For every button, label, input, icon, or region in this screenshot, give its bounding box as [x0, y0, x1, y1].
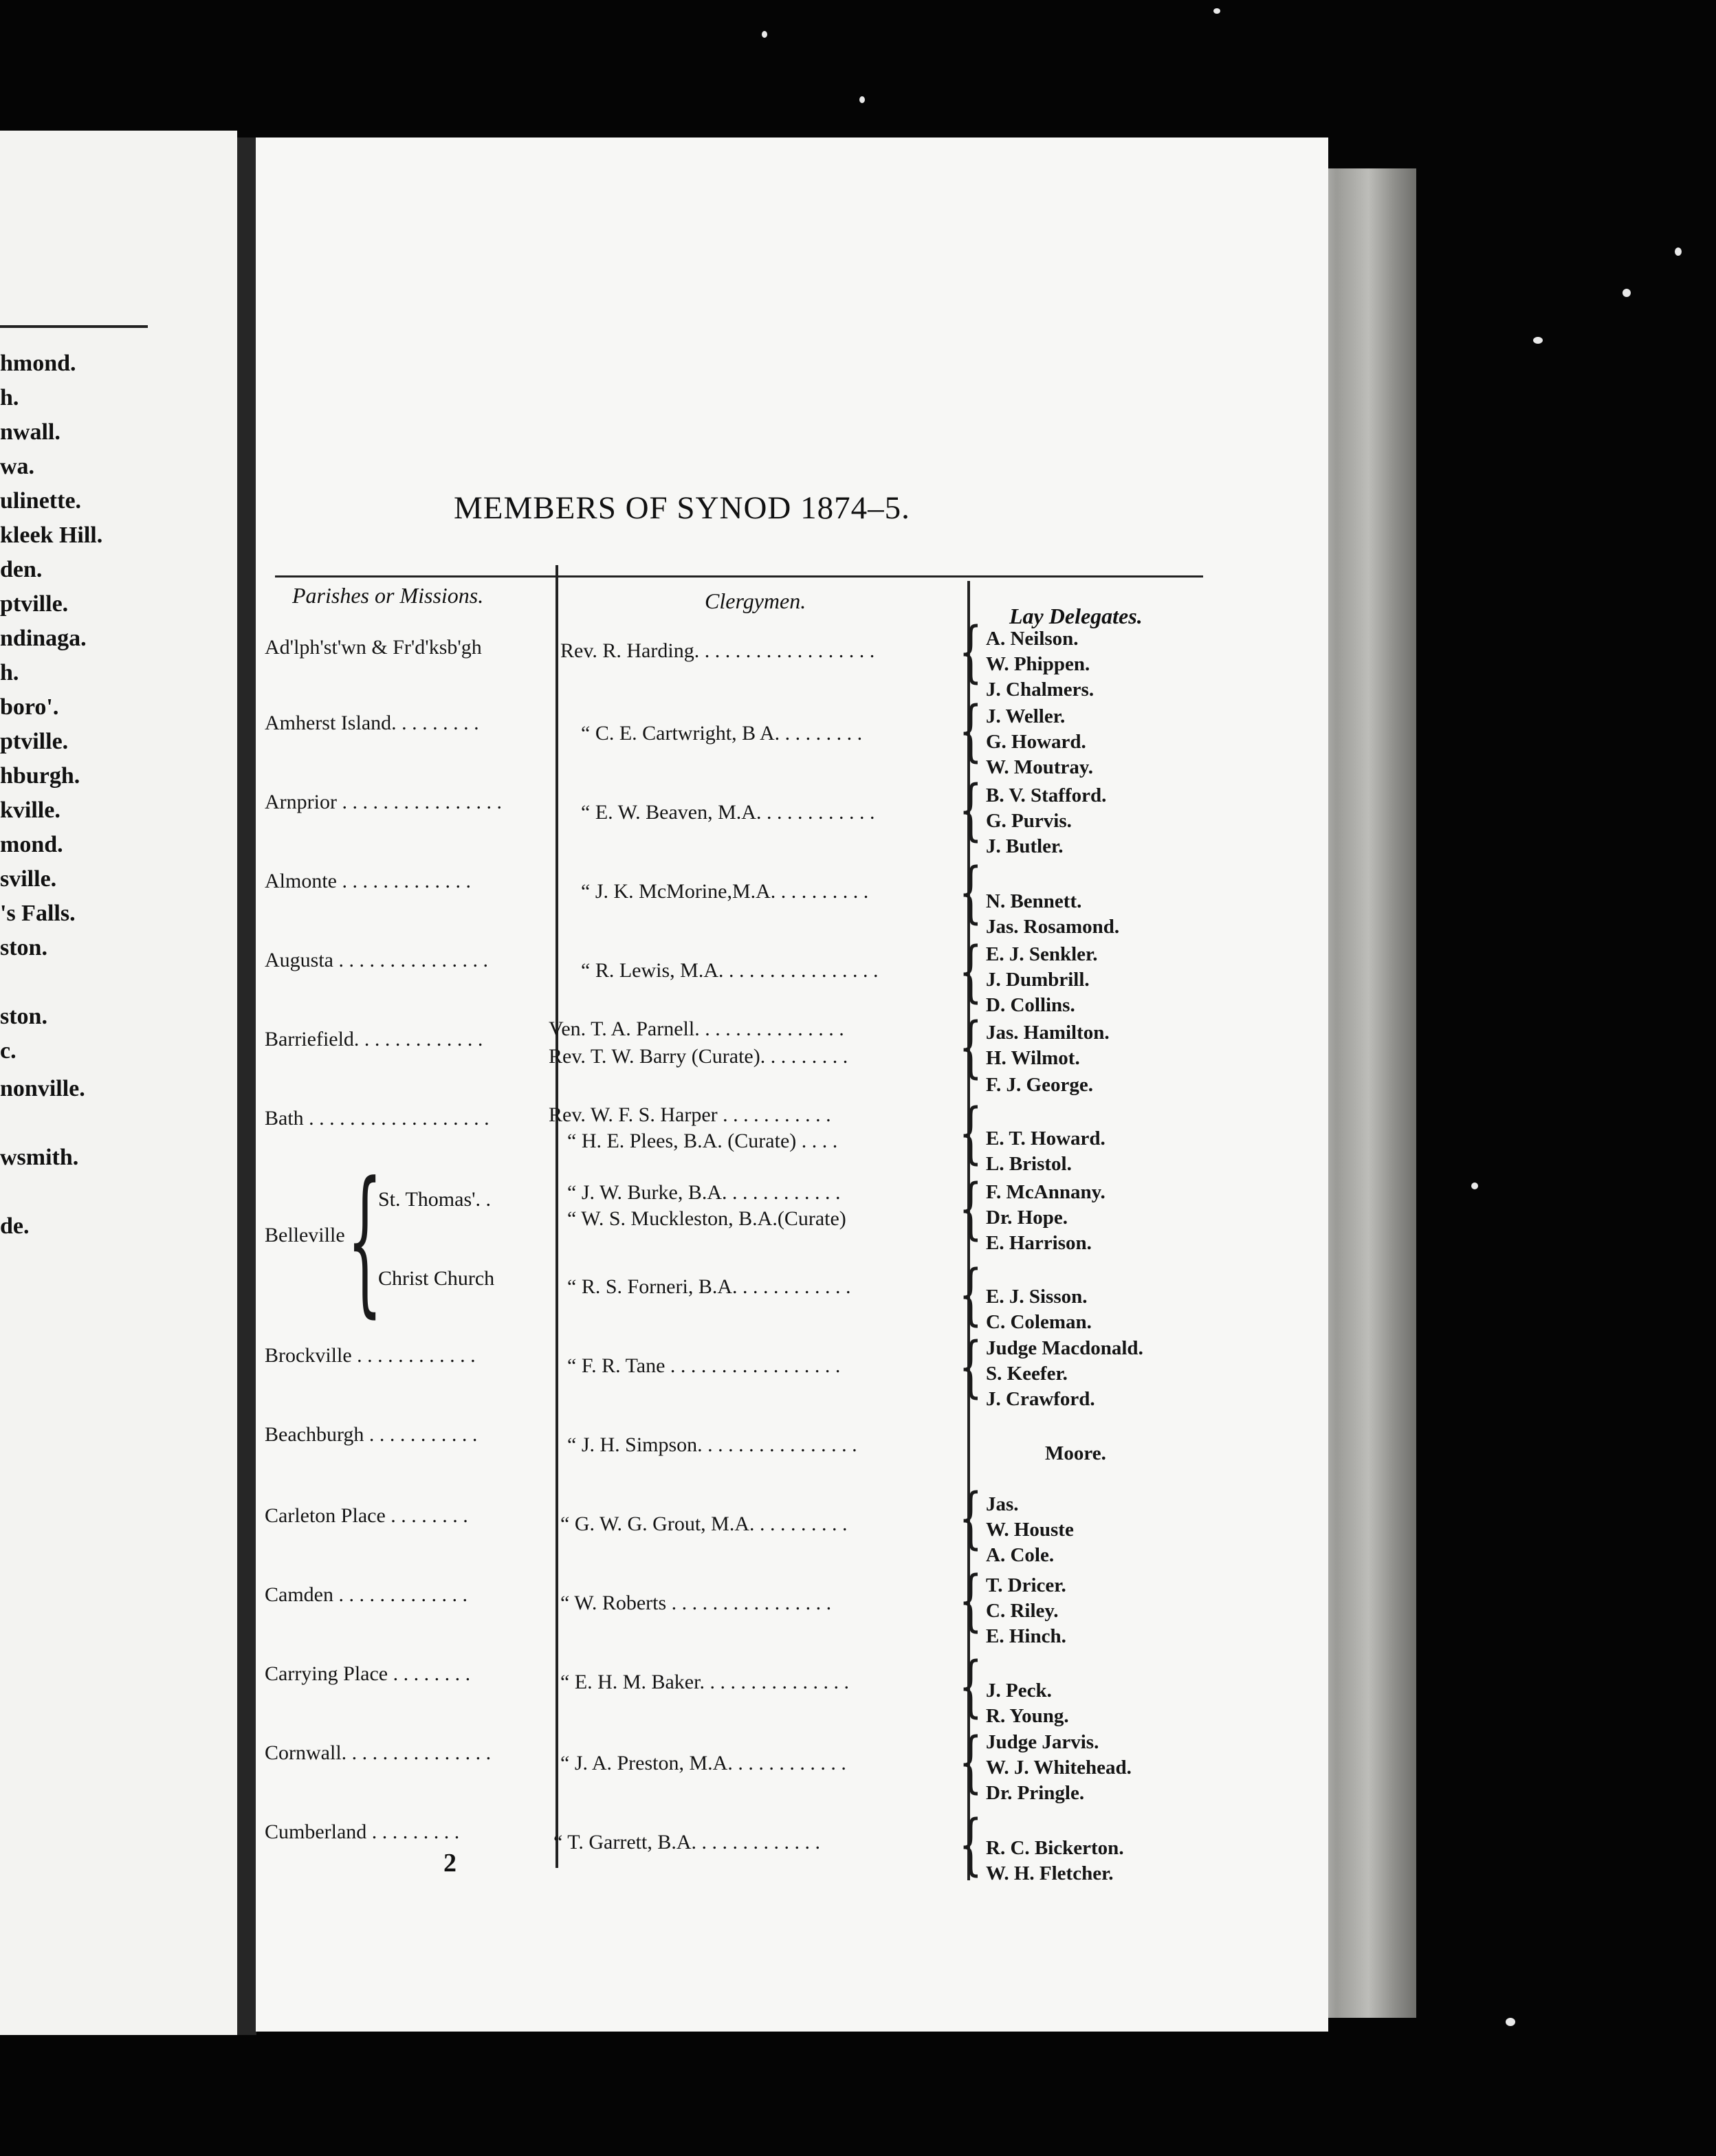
previous-page-line: ston.: [0, 1004, 47, 1029]
dust-speck: [1533, 337, 1543, 344]
brace: {: [959, 1094, 982, 1172]
lay-delegate: E. Hinch.: [986, 1625, 1066, 1647]
lay-delegate: W. Phippen.: [986, 653, 1090, 675]
previous-page-line: sville.: [0, 866, 57, 892]
lay-delegate: Jas.: [986, 1493, 1019, 1515]
previous-page-line: h.: [0, 660, 19, 685]
parish-name: Amherst Island. . . . . . . . .: [265, 712, 479, 734]
previous-page-line: hburgh.: [0, 763, 80, 789]
lay-delegate: W. J. Whitehead.: [986, 1757, 1132, 1779]
parish-name: Almonte . . . . . . . . . . . . .: [265, 870, 471, 892]
previous-page-line: nwall.: [0, 419, 60, 445]
dust-speck: [859, 96, 865, 103]
lay-delegate: E. J. Sisson.: [986, 1286, 1088, 1308]
parish-name: Augusta . . . . . . . . . . . . . . .: [265, 949, 488, 971]
clergy-name: “ T. Garrett, B.A. . . . . . . . . . . . .: [553, 1831, 820, 1854]
lay-delegate: G. Howard.: [986, 731, 1086, 753]
lay-delegate: Jas. Rosamond.: [986, 916, 1120, 938]
lay-delegate: S. Keefer.: [986, 1363, 1068, 1385]
brace: {: [959, 1480, 982, 1556]
parish-name: Bath . . . . . . . . . . . . . . . . . .: [265, 1107, 490, 1130]
parish-name: Carleton Place . . . . . . . .: [265, 1504, 468, 1527]
lay-delegate: J. Weller.: [986, 705, 1066, 727]
clergy-name: “ E. H. M. Baker. . . . . . . . . . . . . . .: [560, 1671, 849, 1693]
parish-name: Cornwall. . . . . . . . . . . . . . .: [265, 1741, 492, 1764]
previous-page-line: ston.: [0, 935, 47, 960]
clergy-name: “ J. K. McMorine,M.A. . . . . . . . . .: [581, 880, 869, 903]
lay-delegate: A. Cole.: [986, 1544, 1055, 1566]
belleville-brace: {: [347, 1149, 383, 1332]
lay-delegate: Dr. Hope.: [986, 1207, 1068, 1229]
header-lay-delegates: Lay Delegates.: [1009, 604, 1143, 628]
parish-name: Ad'lph'st'wn & Fr'd'ksb'gh: [265, 636, 482, 659]
clergy-name: “ E. W. Beaven, M.A. . . . . . . . . . . .: [581, 801, 875, 824]
previous-page-line: hmond.: [0, 351, 76, 376]
brace: {: [959, 692, 982, 769]
parish-name: Beachburgh . . . . . . . . . . .: [265, 1423, 478, 1446]
previous-page-line: den.: [0, 557, 43, 582]
dust-speck: [762, 31, 767, 38]
lay-delegate: F. McAnnany.: [986, 1181, 1106, 1203]
previous-page-rule: [0, 325, 148, 328]
title-rule: [275, 575, 1203, 578]
lay-delegate: W. H. Fletcher.: [986, 1862, 1114, 1884]
previous-page-line: 's Falls.: [0, 901, 76, 926]
brace: {: [959, 933, 982, 1010]
lay-delegate: W. Houste: [986, 1519, 1074, 1541]
parish-name: Arnprior . . . . . . . . . . . . . . . .: [265, 791, 502, 813]
previous-page-line: ptville.: [0, 729, 69, 754]
lay-delegate: Dr. Pringle.: [986, 1782, 1085, 1804]
clergy-name: Ven. T. A. Parnell. . . . . . . . . . . . . . .: [549, 1018, 844, 1040]
clergy-name: “ W. Roberts . . . . . . . . . . . . . . . .: [560, 1592, 832, 1614]
brace: {: [959, 771, 982, 848]
clergy-name: “ G. W. G. Grout, M.A. . . . . . . . . .: [560, 1512, 848, 1535]
lay-delegate: C. Riley.: [986, 1600, 1059, 1622]
dust-speck: [1675, 248, 1682, 256]
brace: {: [959, 613, 982, 690]
header-parishes: Parishes or Missions.: [292, 583, 484, 608]
lay-delegate: Judge Macdonald.: [986, 1337, 1143, 1359]
previous-page-line: ptville.: [0, 591, 69, 617]
lay-delegate: T. Dricer.: [986, 1574, 1066, 1596]
previous-page-line: wsmith.: [0, 1145, 79, 1170]
previous-page-line: c.: [0, 1038, 16, 1064]
lay-delegate: Moore.: [1045, 1442, 1106, 1464]
lay-delegate: J. Crawford.: [986, 1388, 1095, 1410]
lay-delegate: H. Wilmot.: [986, 1047, 1080, 1069]
previous-page-line: wa.: [0, 454, 35, 479]
clergy-name: “ H. E. Plees, B.A. (Curate) . . . .: [567, 1130, 838, 1152]
parish-name: Camden . . . . . . . . . . . . .: [265, 1583, 468, 1606]
previous-page-line: h.: [0, 385, 19, 410]
previous-page-line: boro'.: [0, 694, 59, 720]
previous-page-fragment: [0, 131, 237, 2035]
lay-delegate: E. T. Howard.: [986, 1128, 1106, 1150]
clergy-name: “ J. H. Simpson. . . . . . . . . . . . . . . .: [567, 1433, 857, 1456]
brace: {: [959, 1562, 982, 1639]
lay-delegate: E. Harrison.: [986, 1232, 1092, 1254]
lay-delegate: D. Collins.: [986, 994, 1075, 1016]
header-clergymen: Clergymen.: [705, 588, 806, 613]
lay-delegate: Judge Jarvis.: [986, 1731, 1099, 1753]
parish-name: Cumberland . . . . . . . . .: [265, 1820, 460, 1843]
page-title: MEMBERS OF SYNOD 1874–5.: [454, 490, 910, 526]
dust-speck: [1622, 289, 1631, 297]
lay-delegate: N. Bennett.: [986, 890, 1082, 912]
brace: {: [959, 1009, 982, 1086]
parish-name: Brockville . . . . . . . . . . . .: [265, 1344, 476, 1367]
clergy-name: “ R. S. Forneri, B.A. . . . . . . . . . . .: [567, 1275, 851, 1298]
clergy-name: Rev. T. W. Barry (Curate). . . . . . . . .: [549, 1045, 848, 1068]
brace: {: [959, 1256, 982, 1333]
clergy-name: Rev. W. F. S. Harper . . . . . . . . . . .: [549, 1103, 831, 1126]
clergy-name: “ R. Lewis, M.A. . . . . . . . . . . . . . . .: [581, 959, 879, 982]
lay-delegate: J. Peck.: [986, 1680, 1052, 1702]
lay-delegate: L. Bristol.: [986, 1153, 1072, 1175]
previous-page-line: mond.: [0, 832, 63, 857]
book-gutter: [237, 138, 256, 2035]
brace: {: [959, 854, 982, 931]
clergy-name: “ J. A. Preston, M.A. . . . . . . . . . . .: [560, 1752, 846, 1774]
column-rule-left: [556, 565, 558, 1868]
lay-delegate: F. J. George.: [986, 1074, 1093, 1096]
brace: {: [959, 1170, 982, 1247]
lay-delegate: W. Moutray.: [986, 756, 1094, 778]
brace: {: [959, 1328, 982, 1405]
dust-speck: [1506, 2018, 1515, 2026]
previous-page-line: nonville.: [0, 1076, 85, 1101]
page-number: 2: [443, 1849, 456, 1878]
lay-delegate: B. V. Stafford.: [986, 784, 1107, 806]
clergy-name: “ C. E. Cartwright, B A. . . . . . . . .: [581, 722, 863, 745]
previous-page-line: de.: [0, 1213, 30, 1239]
previous-page-line: kleek Hill.: [0, 522, 103, 548]
lay-delegate: G. Purvis.: [986, 810, 1072, 832]
lay-delegate: J. Chalmers.: [986, 679, 1094, 701]
parish-name: Carrying Place . . . . . . . .: [265, 1662, 471, 1685]
lay-delegate: C. Coleman.: [986, 1311, 1092, 1333]
brace: {: [959, 1648, 982, 1725]
parish-name: Barriefield. . . . . . . . . . . . .: [265, 1028, 483, 1050]
brace: {: [959, 1806, 982, 1883]
lay-delegate: Jas. Hamilton.: [986, 1022, 1110, 1044]
parish-name: Christ Church: [378, 1267, 495, 1290]
lay-delegate: R. Young.: [986, 1705, 1069, 1727]
clergy-name: Rev. R. Harding. . . . . . . . . . . . . . . . . .: [560, 639, 875, 662]
lay-delegate: R. C. Bickerton.: [986, 1837, 1124, 1859]
brace: {: [959, 1724, 982, 1801]
lay-delegate: A. Neilson.: [986, 628, 1079, 650]
clergy-name: “ J. W. Burke, B.A. . . . . . . . . . . .: [567, 1181, 841, 1204]
dust-speck: [1213, 8, 1220, 14]
lay-delegate: J. Dumbrill.: [986, 969, 1090, 991]
previous-page-line: ulinette.: [0, 488, 82, 514]
clergy-name: “ W. S. Muckleston, B.A.(Curate): [567, 1207, 846, 1230]
previous-page-line: ndinaga.: [0, 626, 87, 651]
parish-name: St. Thomas'. .: [378, 1188, 492, 1211]
clergy-name: “ F. R. Tane . . . . . . . . . . . . . . . . .: [567, 1354, 841, 1377]
lay-delegate: E. J. Senkler.: [986, 943, 1098, 965]
parish-group-name: Belleville: [265, 1224, 345, 1246]
lay-delegate: J. Butler.: [986, 835, 1064, 857]
dust-speck: [1471, 1182, 1478, 1189]
previous-page-line: kville.: [0, 798, 60, 823]
